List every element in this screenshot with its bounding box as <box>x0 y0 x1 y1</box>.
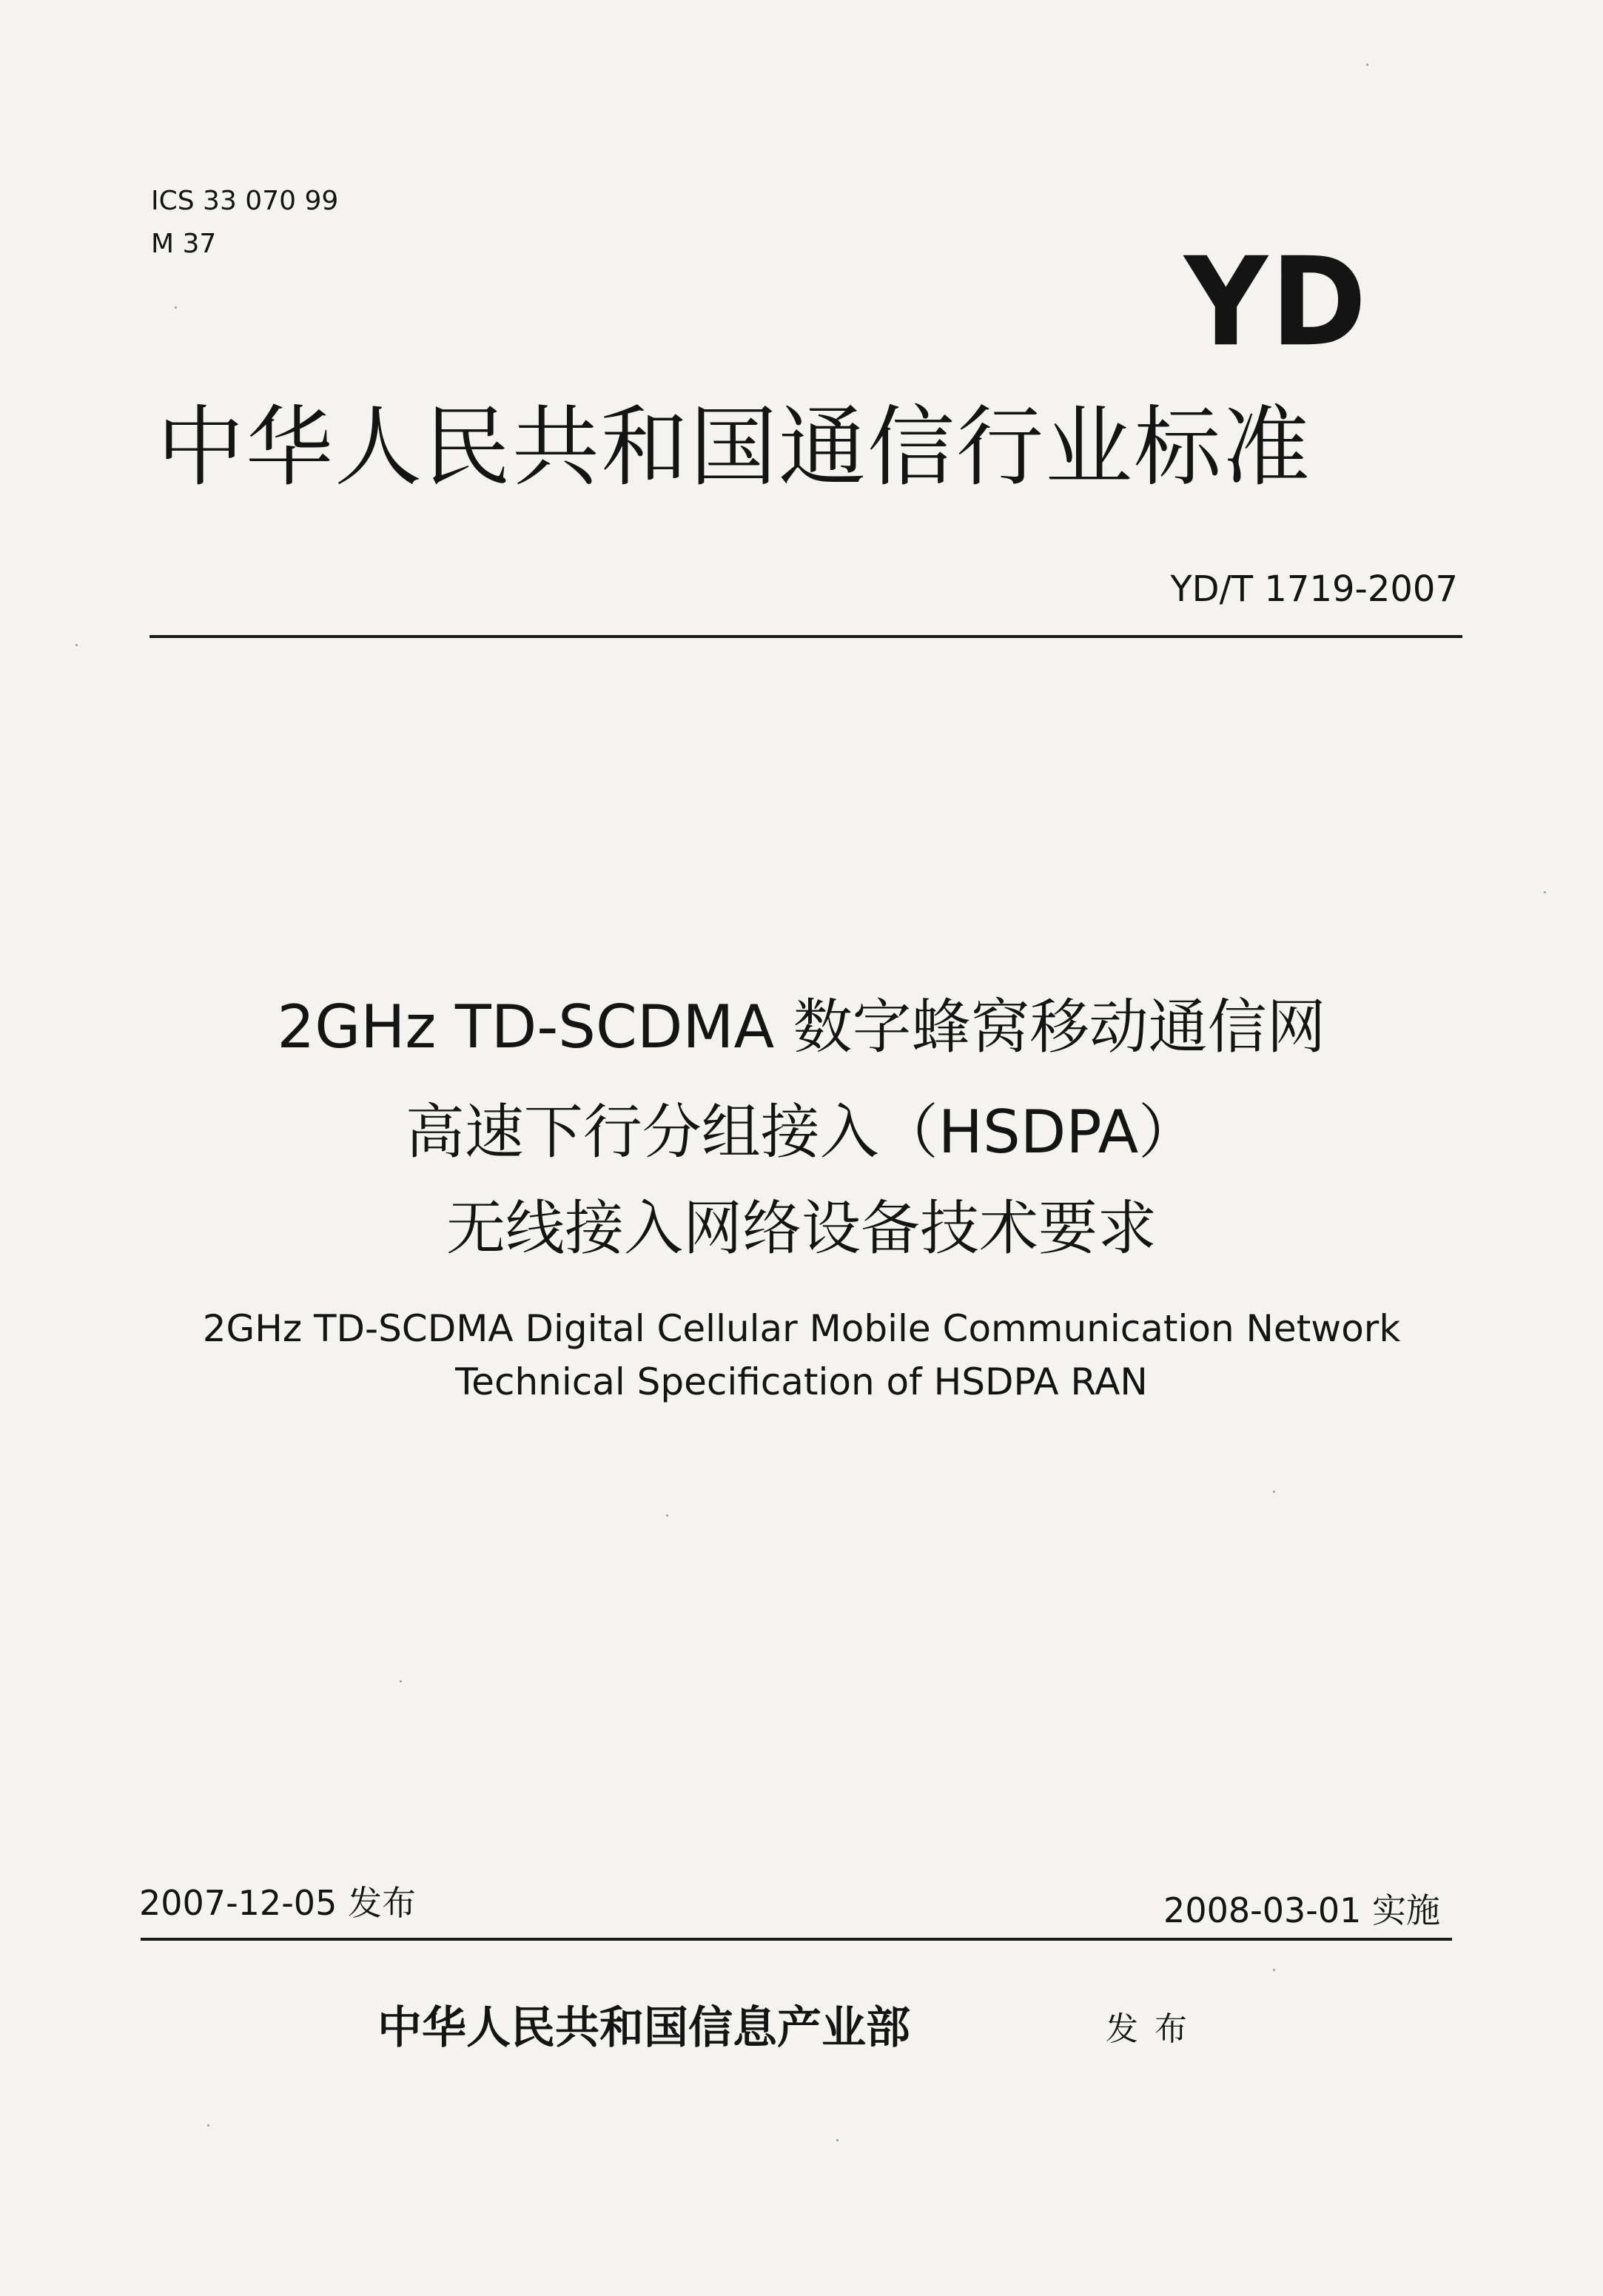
yd-logo: YD <box>1184 230 1370 374</box>
scan-speck <box>1544 891 1546 893</box>
header-divider <box>149 635 1462 638</box>
scan-speck <box>400 1680 402 1682</box>
issuer-action: 发布 <box>1106 2010 1203 2048</box>
implement-date: 2008-03-01 实施 <box>1163 1890 1440 1930</box>
scan-speck <box>75 644 78 646</box>
footer-divider <box>141 1938 1452 1941</box>
scan-speck <box>1273 1491 1275 1493</box>
title-en-line-2: Technical Specification of HSDPA RAN <box>455 1360 1148 1403</box>
title-en-line-1: 2GHz TD-SCDMA Digital Cellular Mobile Communication Network <box>202 1307 1401 1350</box>
scan-speck <box>207 2124 209 2127</box>
scan-speck <box>836 2139 839 2141</box>
title-zh-line-3: 无线接入网络设备技术要求 <box>446 1194 1157 1263</box>
scan-speck <box>175 306 177 309</box>
scan-speck <box>1366 64 1368 66</box>
scan-speck <box>1273 1969 1275 1971</box>
ccs-code: M 37 <box>151 229 217 259</box>
scan-speck <box>666 1514 668 1517</box>
standard-title: 中华人民共和国通信行业标准 <box>157 396 1312 498</box>
ics-code: ICS 33 070 99 <box>151 186 339 216</box>
standard-number: YD/T 1719-2007 <box>1170 568 1458 610</box>
title-zh-line-2: 高速下行分组接入（HSDPA） <box>405 1098 1198 1167</box>
issuer-name: 中华人民共和国信息产业部 <box>377 2002 910 2054</box>
publish-date: 2007-12-05 发布 <box>139 1883 416 1923</box>
title-zh-line-1: 2GHz TD-SCDMA 数字蜂窝移动通信网 <box>277 993 1326 1061</box>
